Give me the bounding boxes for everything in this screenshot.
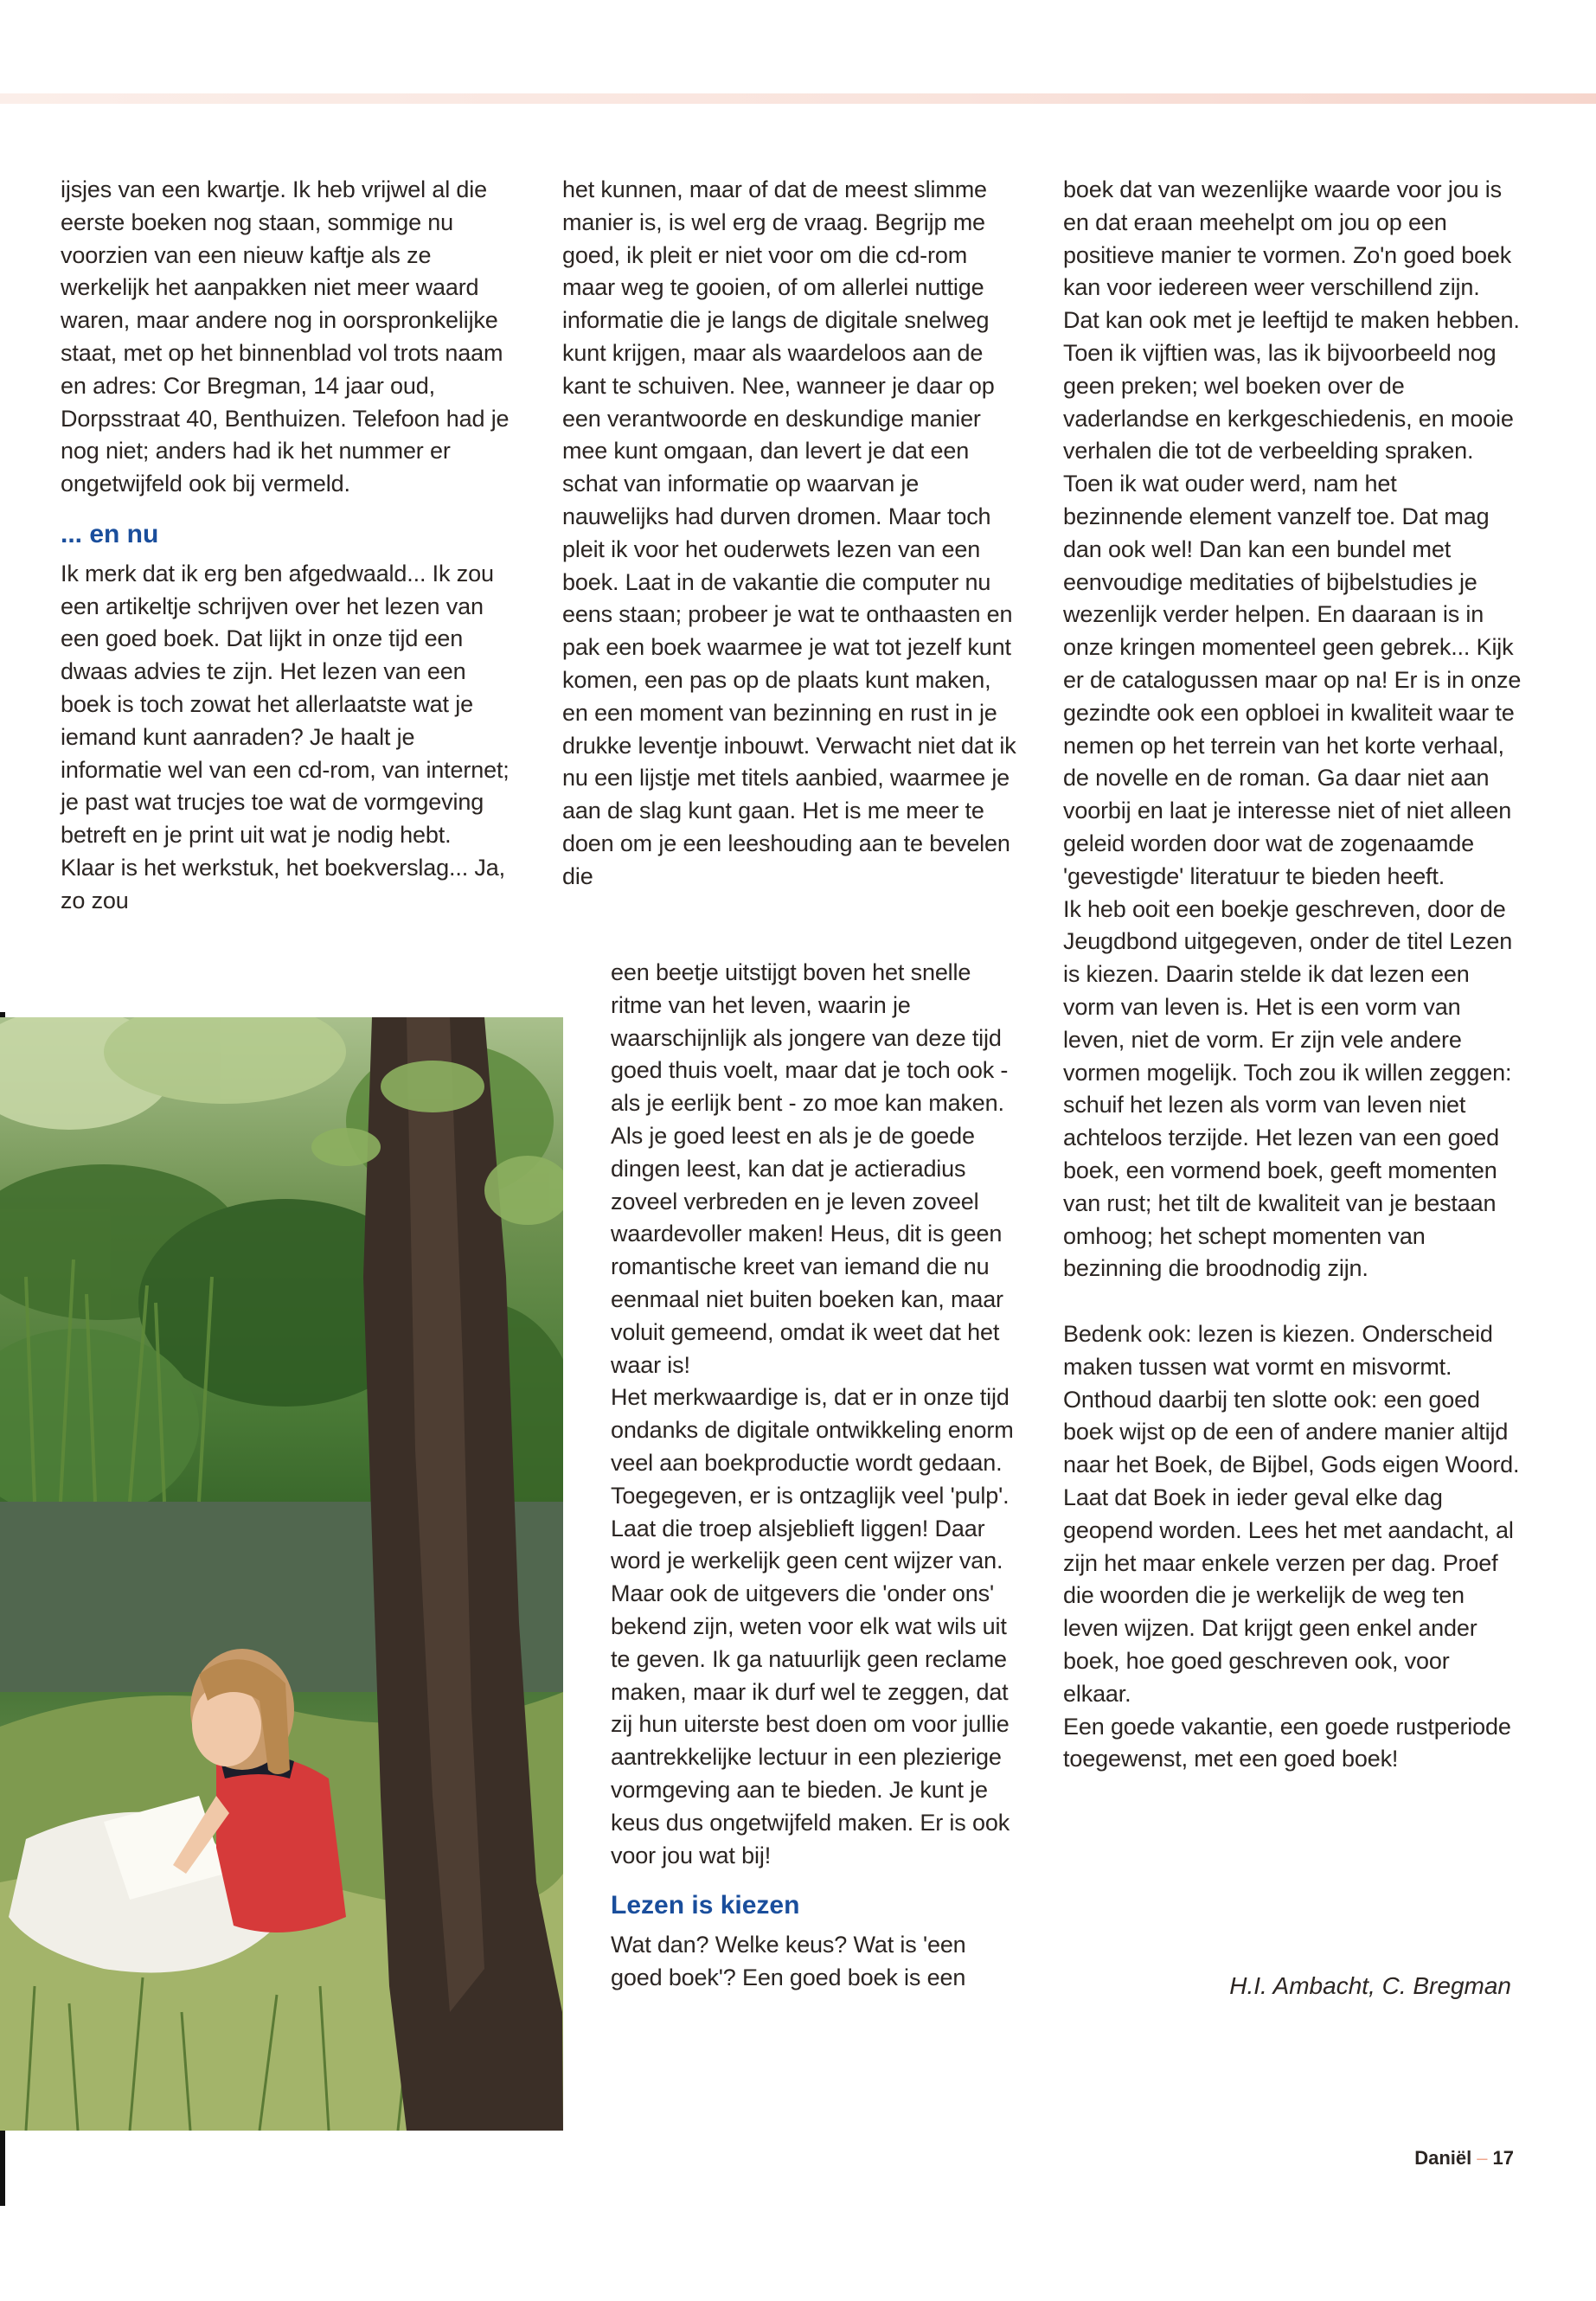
column-3 <box>1063 174 1522 1776</box>
section-heading-en-nu: ... en nu <box>61 519 159 548</box>
page-number: 17 <box>1492 2147 1514 2169</box>
col2-paragraph-bottom: Wat dan? Welke keus? Wat is 'een goed boek'? Een goed boek is een <box>611 1932 966 1990</box>
col1-paragraph-2: Ik merk dat ik erg ben afgedwaald... Ik zou een artikeltje schrijven over het lezen van een goed boek. Dat lijkt in onze tijd een dwaas advies te zijn. Het lezen van een boek is toch zowat het allerlaatste wat je iemand kunt aanraden? Je haalt je informatie wel van een cd-rom, van internet; je past wat trucjes toe wat de vormgeving betreft en je print uit wat je nodig hebt. Klaar is het werkstuk, het boekverslag... Ja, zo zou <box>61 560 510 913</box>
photo-girl-reading-under-tree <box>0 1017 563 2131</box>
col3-paragraph-1: boek dat van wezenlijke waarde voor jou is en dat eraan meehelpt om jou op een positieve manier te vormen. Zo'n goed boek kan voor iedereen weer verschillend zijn. Dat kan ook met je leeftijd te maken hebben. Toen ik vijftien was, las ik bijvoorbeeld nog geen preken; wel boeken over de vaderlandse en kerkgeschiedenis, en mooie verhalen die tot de verbeelding spraken. Toen ik wat ouder werd, nam het bezinnende element vanzelf toe. Dat mag dan ook wel! Dan kan een bundel met eenvoudige meditaties of bijbelstudies je wezenlijk verder helpen. En daaraan is in onze kringen momenteel geen gebrek... Kijk er de catalogussen maar op na! Er is in onze gezindte ook een opbloei in kwaliteit waar te nemen op het terrein van het korte verhaal, de novelle en de roman. Ga daar niet aan voorbij en laat je interesse niet of niet alleen geleid worden door wat de zogenaamde 'gevestigde' literatuur te bieden heeft. <box>1063 176 1522 889</box>
col2-paragraph-indented-2: Het merkwaardige is, dat er in onze tijd ondanks de digitale ontwikkeling enorm veel aan boekproductie wordt gedaan. Toegegeven, er is ontzaglijk veel 'pulp'. Laat die troep alsjeblieft liggen! Daar word je werkelijk geen cent wijzer van. Maar ook de uitgevers die 'onder ons' bekend zijn, weten voor elk wat wils uit te geven. Ik ga natuurlijk geen reclame maken, maar ik durf wel te zeggen, dat zij hun uiterste best doen om voor jullie aantrekkelijke lectuur in een plezierige vormgeving aan te bieden. Je kunt je keus dus ongetwijfeld maken. Er is ook voor jou wat bij! <box>611 1384 1014 1868</box>
section-heading-lezen-is-kiezen: Lezen is kiezen <box>611 1891 800 1920</box>
col2-paragraph-indented-1: een beetje uitstijgt boven het snelle ritme van het leven, waarin je waarschijnlijk als jongere van deze tijd goed thuis voelt, maar dat je toch ook - als je eerlijk bent - zo moe kan maken. Als je goed leest en als je de goede dingen leest, kan dat je actieradius zoveel verbreden en je leven zoveel waardevoller maken! Heus, dit is geen romantische kreet van iemand die nu eenmaal niet buiten boeken kan, maar voluit gemeend, omdat ik weet dat het waar is! <box>611 959 1009 1378</box>
col2-paragraph-top: het kunnen, maar of dat de meest slimme manier is, is wel erg de vraag. Begrijp me goed, ik pleit er niet voor om die cd-rom maar weg te gooien, of om allerlei nuttige informatie die je langs de digitale snelweg kunt krijgen, maar als waardeloos aan de kant te schuiven. Nee, wanneer je daar op een verantwoorde en deskundige manier mee kunt omgaan, dan levert je dat een schat van informatie op waarvan je nauwelijks had durven dromen. Maar toch pleit ik voor het ouderwets lezen van een boek. Laat in de vakantie die computer nu eens staan; probeer je wat te onthaasten en pak een boek waarmee je wat tot jezelf kunt komen, een pas op de plaats kunt maken, en een moment van bezinning en rust in je drukke leventje inbouwt. Verwacht niet dat ik nu een lijstje met titels aanbied, waarmee je aan de slag kunt gaan. Het is me meer te doen om je een leeshouding aan te bevelen die <box>562 176 1016 889</box>
top-color-band <box>0 93 1596 104</box>
column-2-indented <box>611 957 1021 1995</box>
author-signature: H.I. Ambacht, C. Bregman <box>1229 1972 1511 1999</box>
col3-paragraph-2: Ik heb ooit een boekje geschreven, door de Jeugdbond uitgegeven, onder de titel Lezen is kiezen. Daarin stelde ik dat lezen een vorm van leven is. Het is een vorm van leven, niet de vorm. Er zijn vele andere vormen mogelijk. Toch zou ik willen zeggen: schuif het lezen als vorm van leven niet achteloos terzijde. Het lezen van een goed boek, een vormend boek, geeft momenten van rust; het tilt de kwaliteit van je bestaan omhoog; het schept momenten van bezinning die broodnodig zijn. <box>1063 895 1513 1282</box>
magazine-name: Daniël <box>1414 2147 1472 2169</box>
col1-paragraph-1: ijsjes van een kwartje. Ik heb vrijwel al die eerste boeken nog staan, sommige nu voorzien van een nieuw kaftje als ze werkelijk het aanpakken niet meer waard waren, maar andere nog in oorspronkelijke staat, met op het binnenblad vol trots naam en adres: Cor Bregman, 14 jaar oud, Dorpsstraat 40, Benthuizen. Telefoon had je nog niet; anders had ik het nummer er ongetwijfeld ook bij vermeld. <box>61 176 510 497</box>
col3-paragraph-3: Bedenk ook: lezen is kiezen. Onderscheid maken tussen wat vormt en misvormt. Onthoud daarbij ten slotte ook: een goed boek wijst op de een of andere manier altijd naar het Boek, de Bijbel, Gods eigen Woord. Laat dat Boek in ieder geval elke dag geopend worden. Lees het met aandacht, al zijn het maar enkele verzen per dag. Proef die woorden die je werkelijk de weg ten leven wijzen. Dat krijgt geen enkel ander boek, hoe goed geschreven ook, voor elkaar. <box>1063 1321 1520 1707</box>
col3-paragraph-4: Een goede vakantie, een goede rustperiode toegewenst, met een goed boek! <box>1063 1713 1511 1772</box>
footer-separator-icon: – <box>1477 2147 1488 2169</box>
column-1 <box>61 174 510 918</box>
column-2-top <box>562 174 1021 894</box>
page-footer <box>1349 2147 1514 2170</box>
